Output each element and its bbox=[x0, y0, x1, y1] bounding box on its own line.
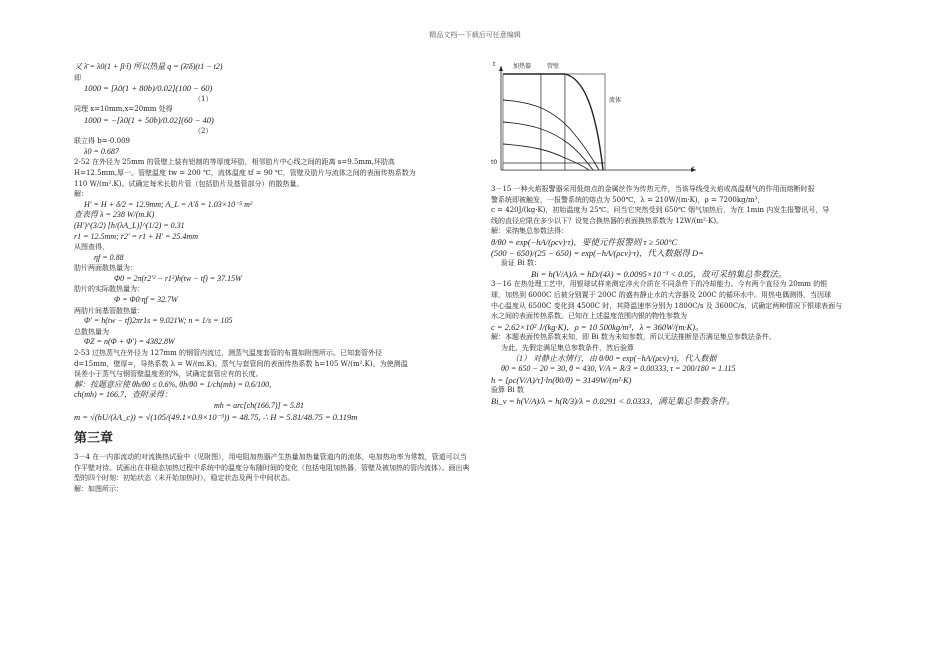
equation: 1000 = −[λ0(1 + 50b)/0.02](60 − 40) bbox=[84, 114, 214, 125]
equation: （1） 对静止水情行，由 θ/θ0 = exp(−hA/(ρcv)·τ)，代入数据 bbox=[511, 353, 717, 363]
text-line: 两肋片间基管散热量： bbox=[74, 306, 144, 315]
problem-text: H=12.5mm,厚一。管壁温度 tw = 200 ℃，流体温度 tf = 90 ℃，管壁及肋片与流体之间的表面传热系数为 bbox=[74, 168, 416, 177]
problem-text: 3－15 一种火焰报警器采用低熔点的金属丝作为传热元件，当该导线受火焰或高温烟气的作用而熔断时报 bbox=[491, 185, 815, 193]
equation: Bi = h(V/A)/λ = hD/(4λ) = 0.0095×10⁻³ < 0.05，故可采纳集总参数法。 bbox=[531, 268, 787, 279]
left-column bbox=[74, 62, 470, 495]
problem-text: 水之间的表面传热系数。已知在上述温度范围内银的物性参数为 bbox=[491, 312, 687, 321]
text-line: 联立得 b=-0.009 bbox=[74, 137, 130, 146]
equation: Bi_v = h(V/A)/λ = h(R/3)/λ = 0.0291 < 0.0333，满足集总参数条件。 bbox=[491, 395, 735, 406]
problem-text: 警系统即被触发，一报警系统的熔点为 500℃，λ = 210W/(m·K)，ρ = 7200kg/m³， bbox=[491, 195, 765, 204]
equation: (500 − 650)/(25 − 650) = exp(−hA/(ρcv)·τ)，代入数据得 D= bbox=[491, 247, 704, 258]
problem-text: 2-52 在外径为 25mm 的管壁上装有铝制的等厚度环肋，相邻肋片中心线之间的距离 s=9.5mm,环肋高 bbox=[74, 158, 395, 167]
equation: 1000 = [λ0(1 + 80b)/0.02](100 − 60) bbox=[84, 83, 213, 94]
text-line: 为此，先假定满足集总参数条件，然后验算 bbox=[501, 343, 634, 352]
text-line: 解：本题表面传热系数未知，即 Bi 数为未知参数，所以无法推断是否满足集总参数法条件。 bbox=[491, 333, 776, 342]
equation: h = [ρc(V/A)/τ]·ln(θ0/θ) = 3149W/(m²·K) bbox=[491, 374, 632, 385]
text-line: 肋片的实际散热量为： bbox=[74, 285, 144, 294]
solution-label: 解：如图所示： bbox=[74, 484, 123, 493]
temperature-distribution-figure bbox=[491, 60, 701, 178]
equation: mh = arc[ch(166.7)] = 5.81 bbox=[214, 401, 305, 410]
equation-number: （1） bbox=[194, 94, 213, 103]
equation: Φ′ = h(tw − tf)2πr1s = 9.021W; n = 1/s = 105 bbox=[84, 316, 233, 326]
problem-text: 中心温度从 6500C 变化到 4500C 时，其降温速率分别为 1800C/s 及 3600C/s，试确定两种情况下银球表面与 bbox=[491, 301, 843, 310]
equation: 解：按题意应使 θh/θ0 ≤ 0.6%, θh/θ0 = 1/ch(mh) = 0.6/100, bbox=[74, 379, 272, 389]
label-heater: 加热器 bbox=[513, 63, 532, 70]
text-line: 同理 x=10mm,x=20mm 处得 bbox=[74, 105, 173, 114]
equation: Φ0 = 2π(r2′² − r1²)h(tw − tf) = 37.15W bbox=[114, 273, 242, 283]
label-x: x bbox=[691, 165, 695, 172]
chapter-title: 第三章 bbox=[74, 431, 114, 447]
equation: r1 = 12.5mm; r2′ = r1 + H′ = 25.4mm bbox=[74, 231, 198, 241]
problem-text: 3－16 在热处理工艺中，用银球试样来测定淬火介质在不同条件下的冷却能力。今有两个直径为 20mm 的银 bbox=[491, 280, 828, 289]
text-line: 从图查得， bbox=[74, 243, 109, 252]
problem-text: 2-53 过热蒸气在外径为 127mm 的钢管内流过，测蒸气温度套管的布置如附图所示。已知套管外径 bbox=[74, 349, 383, 358]
equation: λ0 = 0.687 bbox=[84, 146, 119, 156]
problem-text: 球，加热到 6000C 后被分别置于 200C 的盛有静止水的大容器及 200C 的循环水中。用热电偶测得，当因球 bbox=[491, 290, 831, 299]
equation: 查表得 λ = 238 W/(m.K) bbox=[74, 210, 155, 220]
figure-diagram bbox=[491, 60, 701, 178]
text-line: 解：采纳集总参数法得： bbox=[491, 227, 568, 236]
label-fluid: 流体 bbox=[609, 97, 622, 104]
equation: (H′)^(3/2) [h/(λA_L)]^(1/2) = 0.31 bbox=[74, 220, 185, 230]
label-t0: t0 bbox=[491, 159, 498, 166]
equation-number: （2） bbox=[194, 126, 213, 135]
equation: Φ = Φ0·ηf = 32.7W bbox=[114, 295, 178, 305]
problem-text: d=15mm，壁厚=，导热系数 λ = W/(m.K)。蒸气与套管间的表面传热系数 h=105 W/(m².K)。为使测温 bbox=[74, 359, 408, 368]
right-column bbox=[491, 60, 891, 406]
text-line: 总散热量为 bbox=[74, 327, 109, 336]
text-line: 又 λ̄ = λ0(1 + β·t̄) 所以热量 q = (λ̄/δ)(t1 − t2) bbox=[74, 62, 223, 71]
equation: θ/θ0 = exp(−hA/(ρcv)·τ)，要使元件报警则 τ ≥ 500°C bbox=[491, 236, 678, 247]
page-header: 精品文档---下载后可任意编辑 bbox=[429, 31, 521, 39]
equation: ch(mh) = 166.7，查附录得： bbox=[74, 390, 173, 400]
equation: ΦZ = n(Φ + Φ′) = 4382.8W bbox=[84, 337, 175, 347]
equation: c = 2.62×10² J/(kg·K)，ρ = 10 500kg/m³，λ = 360W/(m·K)。 bbox=[491, 321, 704, 332]
problem-text: 110 W/(m².K)。试确定每米长肋片管（包括肋片及基管部分）的散热量。 bbox=[74, 179, 304, 188]
text-line: 肋片两面散热量为： bbox=[74, 264, 137, 273]
equation: H′ = H + δ/2 = 12.9mm; A_L = A′δ = 1.03×10⁻⁵ m² bbox=[84, 199, 253, 209]
label-t: t bbox=[493, 61, 496, 68]
problem-text: 误差小于蒸气与钢管壁温度差的%，试确定套管应有的长度。 bbox=[74, 370, 263, 379]
label-wall: 管壁 bbox=[547, 63, 560, 70]
text-line: 即 bbox=[74, 73, 81, 82]
equation: θ0 = 650 − 20 = 30, θ = 430, V/A = R/3 = 0.00333, τ = 200/180 = 1.115 bbox=[501, 364, 736, 374]
equation: m = √(hU/(λA_c)) = √(105/(49.1×0.9×10⁻³)) = 48.75, ∴ H = 5.81/48.75 = 0.119m bbox=[74, 411, 358, 422]
text-line: 验证 Bi 数： bbox=[501, 259, 541, 268]
problem-text: 3－4 在一内部流动的对流换热试验中（见附图），用电阻加热器产生热量加热量管道内的流体，电加热功率为常数，管道可以当作平壁对待。试画出在非稳态加热过程中系统中的温度分布随时间的变化（包括电阻加热器，管壁及被加热的管内流体）。画出典型的四个时刻：初始状态（未开始加热时），稳定状态及两个中间状态。 bbox=[74, 453, 470, 483]
problem-text: c = 420J/(kg·K)，初始温度为 25℃。问当它突然受到 650℃ 烟气加热后，为在 1min 内发生报警讯号，导 bbox=[491, 206, 830, 215]
equation: ηf = 0.88 bbox=[94, 252, 124, 262]
solution-label: 解： bbox=[74, 190, 88, 199]
problem-text: 线的直径应限在多少以下？设复合换热器的表面换热系数为 12W/(m²·K)。 bbox=[491, 216, 724, 225]
text-line: 验算 Bi 数 bbox=[491, 386, 524, 395]
